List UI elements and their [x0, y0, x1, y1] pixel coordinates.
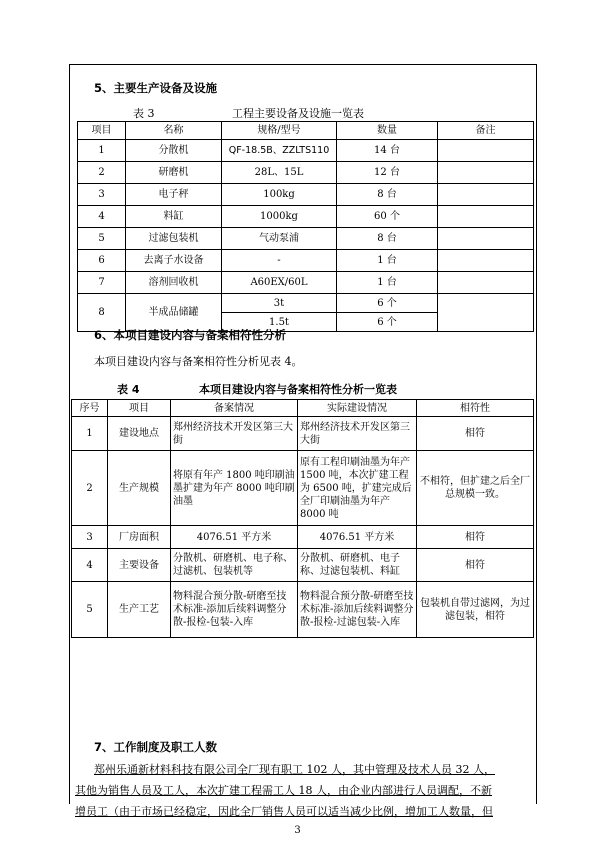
cell: 4 [72, 549, 108, 582]
cell: 1 台 [337, 272, 438, 294]
table-header-row [78, 122, 534, 140]
cell: 分散机、研磨机、电子称、过滤机、包装机等 [171, 549, 298, 582]
cell: 4 [78, 206, 126, 228]
cell: A60EX/60L [222, 272, 337, 294]
header-cell: 序号 [72, 400, 108, 417]
section7-line-1: 郑州乐通新材料科技有限公司全厂现有职工 102 人，其中管理及技术人员 32 人， [94, 763, 495, 776]
header-cell: 备案情况 [171, 400, 298, 417]
cell: 溶剂回收机 [126, 272, 222, 294]
cell: 去离子水设备 [126, 250, 222, 272]
cell [438, 206, 534, 228]
cell: 8 台 [337, 228, 438, 250]
table-row [78, 206, 534, 228]
cell: 3t [222, 294, 337, 313]
cell: 相符 [417, 549, 534, 582]
page-number: 3 [294, 825, 301, 836]
header-cell: 相符性 [417, 400, 534, 417]
cell: 物料混合预分散-研磨至技术标准-添加后续料调整分散-报检-包装-入库 [171, 582, 298, 638]
table-row [72, 526, 534, 549]
table4-number: 表 4 [117, 383, 140, 396]
cell: 12 台 [337, 162, 438, 184]
cell: 8 [78, 294, 126, 332]
cell: 1 [72, 417, 108, 451]
cell: 将原有年产 1800 吨印刷油墨扩建为年产 8000 吨印刷油墨 [171, 451, 298, 526]
cell: 1.5t [222, 313, 337, 332]
table-row [72, 582, 534, 638]
cell: 料缸 [126, 206, 222, 228]
header-cell: 名称 [126, 122, 222, 140]
cell: 主要设备 [108, 549, 171, 582]
table3-number: 表 3 [133, 107, 155, 120]
cell: QF-18.5B、ZZLTS110 [222, 140, 337, 162]
table-row [78, 272, 534, 294]
header-cell: 项目 [78, 122, 126, 140]
cell: 6 个 [337, 313, 438, 332]
table-row [78, 184, 534, 206]
cell: 不相符，但扩建之后全厂总规模一致。 [417, 451, 534, 526]
cell [438, 162, 534, 184]
table-header-row [72, 400, 534, 417]
section7-line-3: 增员工（由于市场已经稳定，因此全厂销售人员可以适当减少比例，增加工人数量，但 [75, 805, 493, 818]
cell: 1 [78, 140, 126, 162]
header-cell: 规格/型号 [222, 122, 337, 140]
cell: 建设地点 [108, 417, 171, 451]
header-cell: 备注 [438, 122, 534, 140]
cell: 2 [72, 451, 108, 526]
cell: 生产规模 [108, 451, 171, 526]
cell: 相符 [417, 526, 534, 549]
cell [438, 140, 534, 162]
cell: 4076.51 平方米 [298, 526, 417, 549]
table-row [78, 250, 534, 272]
cell: 郑州经济技术开发区第三大街 [171, 417, 298, 451]
cell: 7 [78, 272, 126, 294]
cell: 物料混合预分散-研磨至技术标准-添加后续料调整分散-报检-过滤包装-入库 [298, 582, 417, 638]
cell: 3 [78, 184, 126, 206]
section7-line-2: 其他为销售人员及工人，本次扩建工程需工人 18 人，由企业内部进行人员调配，不新 [75, 784, 492, 797]
cell: 气动泵浦 [222, 228, 337, 250]
table4-title: 本项目建设内容与备案相符性分析一览表 [199, 383, 397, 396]
table3-title: 工程主要设备及设施一览表 [232, 107, 364, 120]
cell: 1 台 [337, 250, 438, 272]
cell: 6 个 [337, 294, 438, 313]
conformity-table [71, 399, 534, 638]
cell: 28L、15L [222, 162, 337, 184]
section6-heading: 6、本项目建设内容与备案相符性分析 [94, 328, 286, 342]
table-row [78, 228, 534, 250]
cell: 郑州经济技术开发区第三大街 [298, 417, 417, 451]
header-cell: 实际建设情况 [298, 400, 417, 417]
cell: 研磨机 [126, 162, 222, 184]
cell: 5 [72, 582, 108, 638]
cell: 包装机自带过滤网，为过滤包装，相符 [417, 582, 534, 638]
cell: - [222, 250, 337, 272]
header-cell: 数量 [337, 122, 438, 140]
table-row [78, 162, 534, 184]
cell: 厂房面积 [108, 526, 171, 549]
cell: 8 台 [337, 184, 438, 206]
cell: 6 [78, 250, 126, 272]
cell: 3 [72, 526, 108, 549]
cell: 5 [78, 228, 126, 250]
cell: 2 [78, 162, 126, 184]
table-row [72, 549, 534, 582]
cell [438, 184, 534, 206]
cell: 原有工程印刷油墨为年产 1500 吨，本次扩建工程为 6500 吨，扩建完成后全厂印刷油墨为年产 8000 吨 [298, 451, 417, 526]
cell: 100kg [222, 184, 337, 206]
cell [438, 272, 534, 294]
cell: 60 个 [337, 206, 438, 228]
cell: 4076.51 平方米 [171, 526, 298, 549]
cell: 1000kg [222, 206, 337, 228]
cell: 电子秤 [126, 184, 222, 206]
cell: 过滤包装机 [126, 228, 222, 250]
cell: 相符 [417, 417, 534, 451]
cell [438, 250, 534, 272]
header-cell: 项目 [108, 400, 171, 417]
section5-heading: 5、主要生产设备及设施 [94, 81, 218, 95]
table-row [78, 140, 534, 162]
cell: 分散机、研磨机、电子称、过滤包装机、料缸 [298, 549, 417, 582]
table-row [72, 417, 534, 451]
cell: 14 台 [337, 140, 438, 162]
cell [438, 294, 534, 332]
cell: 半成品储罐 [126, 294, 222, 332]
cell [438, 228, 534, 250]
section6-intro: 本项目建设内容与备案相符性分析见表 4。 [94, 355, 303, 368]
table-row [78, 294, 534, 313]
cell: 生产工艺 [108, 582, 171, 638]
equipment-table [77, 121, 534, 332]
section7-heading: 7、工作制度及职工人数 [94, 740, 218, 754]
cell: 分散机 [126, 140, 222, 162]
table-row [72, 451, 534, 526]
